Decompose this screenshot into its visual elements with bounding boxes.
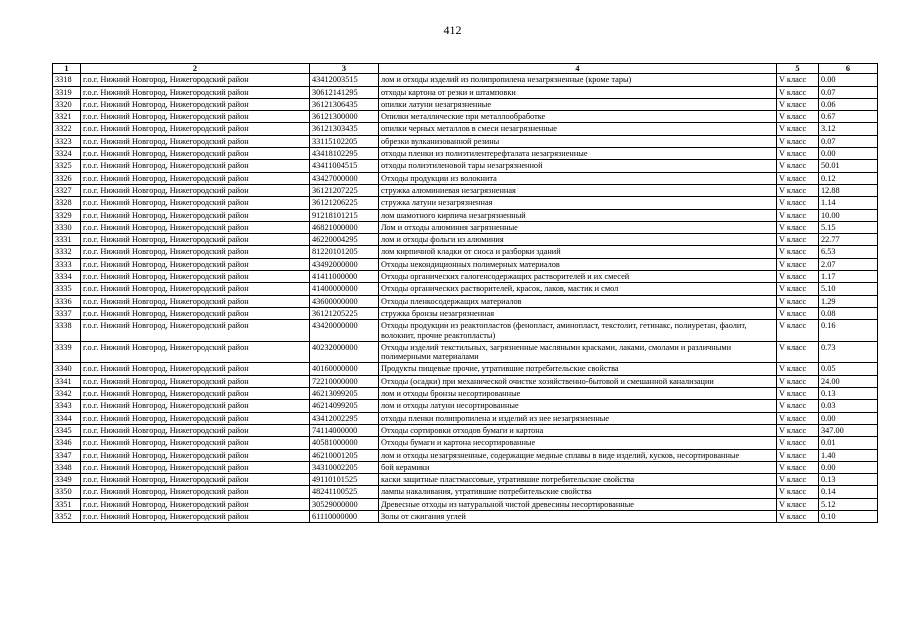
- table-row: [53, 295, 878, 307]
- row-number-cell: 3351: [53, 498, 81, 510]
- table-row: [53, 197, 878, 209]
- territory-cell: г.о.г. Нижний Новгород, Нижегородский район: [81, 412, 310, 424]
- territory-cell: г.о.г. Нижний Новгород, Нижегородский район: [81, 135, 310, 147]
- territory-cell: г.о.г. Нижний Новгород, Нижегородский район: [81, 498, 310, 510]
- waste-name-cell: лом и отходы латуни несортированные: [379, 400, 777, 412]
- header-cell: 3: [310, 64, 379, 74]
- waste-code-cell: 46213099205: [310, 388, 379, 400]
- table-row: [53, 486, 878, 498]
- waste-table: [52, 63, 878, 523]
- page-number: 412: [443, 23, 462, 37]
- waste-code-cell: 81220101205: [310, 246, 379, 258]
- territory-cell: г.о.г. Нижний Новгород, Нижегородский район: [81, 283, 310, 295]
- row-number-cell: 3331: [53, 234, 81, 246]
- waste-code-cell: 72210000000: [310, 375, 379, 387]
- amount-cell: 0.73: [819, 341, 878, 363]
- territory-cell: г.о.г. Нижний Новгород, Нижегородский район: [81, 271, 310, 283]
- hazard-class-cell: V класс: [777, 375, 819, 387]
- waste-name-cell: лом кирпичной кладки от сноса и разборки зданий: [379, 246, 777, 258]
- hazard-class-cell: V класс: [777, 437, 819, 449]
- hazard-class-cell: V класс: [777, 234, 819, 246]
- table-row: [53, 184, 878, 196]
- row-number-cell: 3349: [53, 474, 81, 486]
- table-row: [53, 363, 878, 375]
- row-number-cell: 3324: [53, 148, 81, 160]
- amount-cell: 12.88: [819, 184, 878, 196]
- hazard-class-cell: V класс: [777, 98, 819, 110]
- waste-code-cell: 46220004295: [310, 234, 379, 246]
- table-row: [53, 98, 878, 110]
- waste-code-cell: 36121306435: [310, 98, 379, 110]
- row-number-cell: 3323: [53, 135, 81, 147]
- row-number-cell: 3327: [53, 184, 81, 196]
- row-number-cell: 3337: [53, 307, 81, 319]
- row-number-cell: 3319: [53, 86, 81, 98]
- territory-cell: г.о.г. Нижний Новгород, Нижегородский район: [81, 307, 310, 319]
- hazard-class-cell: V класс: [777, 86, 819, 98]
- territory-cell: г.о.г. Нижний Новгород, Нижегородский район: [81, 363, 310, 375]
- waste-name-cell: Опилки металлические при металлообработке: [379, 111, 777, 123]
- waste-name-cell: опилки латуни незагрязненные: [379, 98, 777, 110]
- row-number-cell: 3352: [53, 510, 81, 522]
- territory-cell: г.о.г. Нижний Новгород, Нижегородский район: [81, 341, 310, 363]
- row-number-cell: 3344: [53, 412, 81, 424]
- territory-cell: г.о.г. Нижний Новгород, Нижегородский район: [81, 449, 310, 461]
- waste-name-cell: лом и отходы незагрязненные, содержащие медные сплавы в виде изделий, кусков, несортированные: [379, 449, 777, 461]
- waste-code-cell: 43418102295: [310, 148, 379, 160]
- territory-cell: г.о.г. Нижний Новгород, Нижегородский район: [81, 111, 310, 123]
- amount-cell: 1.14: [819, 197, 878, 209]
- waste-name-cell: обрезки вулканизованной резины: [379, 135, 777, 147]
- hazard-class-cell: V класс: [777, 307, 819, 319]
- row-number-cell: 3326: [53, 172, 81, 184]
- waste-name-cell: Отходы продукции из реактопластов (фенопласт, аминопласт, текстолит, гетинакс, полиуретан, фаолит, волокнит, прочие реактопласты): [379, 320, 777, 342]
- table-row: [53, 135, 878, 147]
- hazard-class-cell: V класс: [777, 363, 819, 375]
- hazard-class-cell: V класс: [777, 271, 819, 283]
- amount-cell: 0.07: [819, 86, 878, 98]
- table-row: [53, 375, 878, 387]
- hazard-class-cell: V класс: [777, 74, 819, 86]
- hazard-class-cell: V класс: [777, 197, 819, 209]
- waste-code-cell: 30529000000: [310, 498, 379, 510]
- hazard-class-cell: V класс: [777, 258, 819, 270]
- territory-cell: г.о.г. Нижний Новгород, Нижегородский район: [81, 375, 310, 387]
- amount-cell: 6.53: [819, 246, 878, 258]
- waste-code-cell: 36121300000: [310, 111, 379, 123]
- amount-cell: 0.67: [819, 111, 878, 123]
- waste-name-cell: отходы полиэтиленовой тары незагрязненной: [379, 160, 777, 172]
- row-number-cell: 3342: [53, 388, 81, 400]
- amount-cell: 5.12: [819, 498, 878, 510]
- amount-cell: 347.00: [819, 424, 878, 436]
- waste-name-cell: лом и отходы бронзы несортированные: [379, 388, 777, 400]
- table-row: [53, 234, 878, 246]
- table-row: [53, 86, 878, 98]
- waste-name-cell: Отходы изделий текстильных, загрязненные масляными красками, лаками, смолами и различными полимерными материалами: [379, 341, 777, 363]
- row-number-cell: 3318: [53, 74, 81, 86]
- amount-cell: 0.10: [819, 510, 878, 522]
- amount-cell: 0.13: [819, 474, 878, 486]
- table-row: [53, 498, 878, 510]
- territory-cell: г.о.г. Нижний Новгород, Нижегородский район: [81, 209, 310, 221]
- table-row: [53, 449, 878, 461]
- amount-cell: 0.16: [819, 320, 878, 342]
- table-row: [53, 209, 878, 221]
- territory-cell: г.о.г. Нижний Новгород, Нижегородский район: [81, 388, 310, 400]
- row-number-cell: 3321: [53, 111, 81, 123]
- row-number-cell: 3325: [53, 160, 81, 172]
- row-number-cell: 3334: [53, 271, 81, 283]
- row-number-cell: 3333: [53, 258, 81, 270]
- amount-cell: 10.00: [819, 209, 878, 221]
- waste-code-cell: 91218101215: [310, 209, 379, 221]
- amount-cell: 0.14: [819, 486, 878, 498]
- hazard-class-cell: V класс: [777, 461, 819, 473]
- table-row: [53, 412, 878, 424]
- waste-name-cell: отходы пленки полипропилена и изделий из нее незагрязненные: [379, 412, 777, 424]
- table-row: [53, 123, 878, 135]
- amount-cell: 0.08: [819, 307, 878, 319]
- waste-name-cell: Отходы бумаги и картона несортированные: [379, 437, 777, 449]
- waste-name-cell: каски защитные пластмассовые, утратившие потребительские свойства: [379, 474, 777, 486]
- amount-cell: 3.12: [819, 123, 878, 135]
- header-cell: 4: [379, 64, 777, 74]
- table-row: [53, 424, 878, 436]
- waste-name-cell: стружка латуни незагрязненная: [379, 197, 777, 209]
- amount-cell: 0.13: [819, 388, 878, 400]
- waste-name-cell: лом и отходы фольги из алюминия: [379, 234, 777, 246]
- waste-code-cell: 48241100525: [310, 486, 379, 498]
- hazard-class-cell: V класс: [777, 474, 819, 486]
- row-number-cell: 3343: [53, 400, 81, 412]
- waste-code-cell: 30612141295: [310, 86, 379, 98]
- row-number-cell: 3328: [53, 197, 81, 209]
- row-number-cell: 3335: [53, 283, 81, 295]
- amount-cell: 0.12: [819, 172, 878, 184]
- territory-cell: г.о.г. Нижний Новгород, Нижегородский район: [81, 197, 310, 209]
- header-cell: 2: [81, 64, 310, 74]
- territory-cell: г.о.г. Нижний Новгород, Нижегородский район: [81, 424, 310, 436]
- territory-cell: г.о.г. Нижний Новгород, Нижегородский район: [81, 160, 310, 172]
- waste-name-cell: стружка алюминиевая незагрязненная: [379, 184, 777, 196]
- hazard-class-cell: V класс: [777, 320, 819, 342]
- territory-cell: г.о.г. Нижний Новгород, Нижегородский район: [81, 74, 310, 86]
- table-row: [53, 307, 878, 319]
- territory-cell: г.о.г. Нижний Новгород, Нижегородский район: [81, 295, 310, 307]
- territory-cell: г.о.г. Нижний Новгород, Нижегородский район: [81, 172, 310, 184]
- table-row: [53, 341, 878, 363]
- hazard-class-cell: V класс: [777, 424, 819, 436]
- waste-code-cell: 74114000000: [310, 424, 379, 436]
- amount-cell: 0.05: [819, 363, 878, 375]
- territory-cell: г.о.г. Нижний Новгород, Нижегородский район: [81, 400, 310, 412]
- hazard-class-cell: V класс: [777, 148, 819, 160]
- territory-cell: г.о.г. Нижний Новгород, Нижегородский район: [81, 320, 310, 342]
- waste-code-cell: 46821000000: [310, 221, 379, 233]
- hazard-class-cell: V класс: [777, 111, 819, 123]
- table-row: [53, 461, 878, 473]
- amount-cell: 1.40: [819, 449, 878, 461]
- waste-code-cell: 46214099205: [310, 400, 379, 412]
- hazard-class-cell: V класс: [777, 184, 819, 196]
- row-number-cell: 3322: [53, 123, 81, 135]
- hazard-class-cell: V класс: [777, 400, 819, 412]
- table-row: [53, 148, 878, 160]
- hazard-class-cell: V класс: [777, 221, 819, 233]
- waste-name-cell: Отходы (осадки) при механической очистке хозяйственно-бытовой и смешанной канализации: [379, 375, 777, 387]
- hazard-class-cell: V класс: [777, 160, 819, 172]
- amount-cell: 0.00: [819, 74, 878, 86]
- header-row: [53, 64, 878, 74]
- amount-cell: 0.00: [819, 412, 878, 424]
- table-row: [53, 400, 878, 412]
- amount-cell: 1.29: [819, 295, 878, 307]
- hazard-class-cell: V класс: [777, 209, 819, 221]
- amount-cell: 5.10: [819, 283, 878, 295]
- waste-code-cell: 61110000000: [310, 510, 379, 522]
- hazard-class-cell: V класс: [777, 135, 819, 147]
- amount-cell: 50.01: [819, 160, 878, 172]
- table-row: [53, 283, 878, 295]
- waste-code-cell: 40581000000: [310, 437, 379, 449]
- row-number-cell: 3348: [53, 461, 81, 473]
- waste-name-cell: Лом и отходы алюминия загрязненные: [379, 221, 777, 233]
- territory-cell: г.о.г. Нижний Новгород, Нижегородский район: [81, 461, 310, 473]
- amount-cell: 0.03: [819, 400, 878, 412]
- amount-cell: 24.00: [819, 375, 878, 387]
- waste-code-cell: 43412002295: [310, 412, 379, 424]
- territory-cell: г.о.г. Нижний Новгород, Нижегородский район: [81, 437, 310, 449]
- header-cell: 6: [819, 64, 878, 74]
- hazard-class-cell: V класс: [777, 449, 819, 461]
- table-row: [53, 271, 878, 283]
- territory-cell: г.о.г. Нижний Новгород, Нижегородский район: [81, 486, 310, 498]
- hazard-class-cell: V класс: [777, 341, 819, 363]
- waste-name-cell: опилки черных металлов в смеси незагрязненные: [379, 123, 777, 135]
- waste-code-cell: 49110101525: [310, 474, 379, 486]
- waste-code-cell: 41400000000: [310, 283, 379, 295]
- hazard-class-cell: V класс: [777, 246, 819, 258]
- waste-name-cell: Отходы органических галогенсодержащих растворителей и их смесей: [379, 271, 777, 283]
- row-number-cell: 3340: [53, 363, 81, 375]
- amount-cell: 0.00: [819, 148, 878, 160]
- waste-name-cell: Отходы органических растворителей, красок, лаков, мастик и смол: [379, 283, 777, 295]
- waste-code-cell: 34310002205: [310, 461, 379, 473]
- table-row: [53, 388, 878, 400]
- row-number-cell: 3338: [53, 320, 81, 342]
- amount-cell: 0.01: [819, 437, 878, 449]
- table-row: [53, 160, 878, 172]
- waste-code-cell: 43411004515: [310, 160, 379, 172]
- amount-cell: 0.06: [819, 98, 878, 110]
- row-number-cell: 3345: [53, 424, 81, 436]
- waste-code-cell: 46210001205: [310, 449, 379, 461]
- waste-code-cell: 36121206225: [310, 197, 379, 209]
- table-row: [53, 258, 878, 270]
- hazard-class-cell: V класс: [777, 388, 819, 400]
- waste-code-cell: 43600000000: [310, 295, 379, 307]
- row-number-cell: 3347: [53, 449, 81, 461]
- waste-code-cell: 36121207225: [310, 184, 379, 196]
- waste-name-cell: Отходы сортировки отходов бумаги и картона: [379, 424, 777, 436]
- row-number-cell: 3320: [53, 98, 81, 110]
- territory-cell: г.о.г. Нижний Новгород, Нижегородский район: [81, 474, 310, 486]
- table-row: [53, 221, 878, 233]
- territory-cell: г.о.г. Нижний Новгород, Нижегородский район: [81, 148, 310, 160]
- header-cell: 5: [777, 64, 819, 74]
- amount-cell: 0.00: [819, 461, 878, 473]
- table-row: [53, 74, 878, 86]
- waste-name-cell: Продукты пищевые прочие, утратившие потребительские свойства: [379, 363, 777, 375]
- amount-cell: 22.77: [819, 234, 878, 246]
- waste-name-cell: Отходы некондиционных полимерных материалов: [379, 258, 777, 270]
- waste-name-cell: Древесные отходы из натуральной чистой древесины несортированные: [379, 498, 777, 510]
- territory-cell: г.о.г. Нижний Новгород, Нижегородский район: [81, 123, 310, 135]
- waste-name-cell: лампы накаливания, утратившие потребительские свойства: [379, 486, 777, 498]
- territory-cell: г.о.г. Нижний Новгород, Нижегородский район: [81, 184, 310, 196]
- waste-code-cell: 43427000000: [310, 172, 379, 184]
- waste-code-cell: 40160000000: [310, 363, 379, 375]
- amount-cell: 2.07: [819, 258, 878, 270]
- hazard-class-cell: V класс: [777, 510, 819, 522]
- table-row: [53, 437, 878, 449]
- table-row: [53, 111, 878, 123]
- row-number-cell: 3329: [53, 209, 81, 221]
- table-row: [53, 474, 878, 486]
- hazard-class-cell: V класс: [777, 283, 819, 295]
- table-row: [53, 510, 878, 522]
- waste-name-cell: Отходы продукции из волокнита: [379, 172, 777, 184]
- territory-cell: г.о.г. Нижний Новгород, Нижегородский район: [81, 98, 310, 110]
- row-number-cell: 3339: [53, 341, 81, 363]
- territory-cell: г.о.г. Нижний Новгород, Нижегородский район: [81, 246, 310, 258]
- waste-name-cell: Отходы пленкосодержащих материалов: [379, 295, 777, 307]
- territory-cell: г.о.г. Нижний Новгород, Нижегородский район: [81, 510, 310, 522]
- row-number-cell: 3336: [53, 295, 81, 307]
- waste-name-cell: отходы картона от резки и штамповки: [379, 86, 777, 98]
- row-number-cell: 3350: [53, 486, 81, 498]
- row-number-cell: 3341: [53, 375, 81, 387]
- hazard-class-cell: V класс: [777, 295, 819, 307]
- row-number-cell: 3330: [53, 221, 81, 233]
- amount-cell: 0.07: [819, 135, 878, 147]
- waste-code-cell: 43412003515: [310, 74, 379, 86]
- territory-cell: г.о.г. Нижний Новгород, Нижегородский район: [81, 234, 310, 246]
- waste-code-cell: 36121303435: [310, 123, 379, 135]
- waste-code-cell: 43492000000: [310, 258, 379, 270]
- territory-cell: г.о.г. Нижний Новгород, Нижегородский район: [81, 221, 310, 233]
- hazard-class-cell: V класс: [777, 172, 819, 184]
- waste-code-cell: 33115102205: [310, 135, 379, 147]
- waste-name-cell: стружка бронзы незагрязненная: [379, 307, 777, 319]
- hazard-class-cell: V класс: [777, 486, 819, 498]
- waste-name-cell: лом шамотного кирпича незагрязненный: [379, 209, 777, 221]
- hazard-class-cell: V класс: [777, 498, 819, 510]
- amount-cell: 1.17: [819, 271, 878, 283]
- row-number-cell: 3346: [53, 437, 81, 449]
- row-number-cell: 3332: [53, 246, 81, 258]
- waste-name-cell: лом и отходы изделий из полипропилена незагрязненные (кроме тары): [379, 74, 777, 86]
- territory-cell: г.о.г. Нижний Новгород, Нижегородский район: [81, 258, 310, 270]
- amount-cell: 5.15: [819, 221, 878, 233]
- header-cell: 1: [53, 64, 81, 74]
- waste-code-cell: 40232000000: [310, 341, 379, 363]
- hazard-class-cell: V класс: [777, 123, 819, 135]
- waste-code-cell: 43420000000: [310, 320, 379, 342]
- waste-name-cell: отходы пленки из полиэтилентерефталата незагрязненные: [379, 148, 777, 160]
- waste-code-cell: 41411000000: [310, 271, 379, 283]
- table-row: [53, 246, 878, 258]
- waste-name-cell: Золы от сжигания углей: [379, 510, 777, 522]
- waste-name-cell: бой керамики: [379, 461, 777, 473]
- waste-code-cell: 36121205225: [310, 307, 379, 319]
- table-row: [53, 172, 878, 184]
- territory-cell: г.о.г. Нижний Новгород, Нижегородский район: [81, 86, 310, 98]
- table-row: [53, 320, 878, 342]
- table-body: [53, 74, 878, 523]
- hazard-class-cell: V класс: [777, 412, 819, 424]
